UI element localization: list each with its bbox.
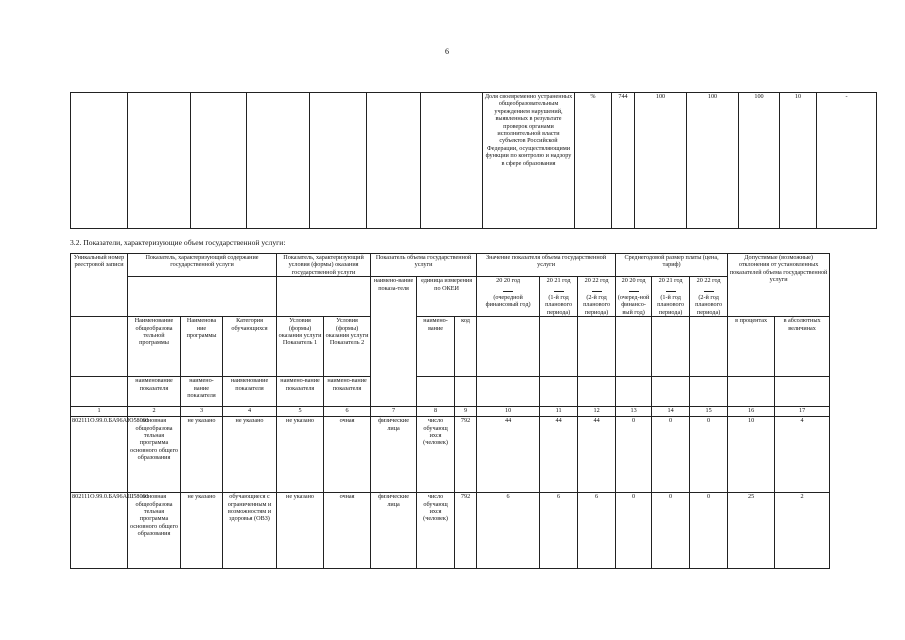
deviation-abs: - <box>817 93 877 229</box>
header-abs: в абсолютных величинах <box>775 317 830 377</box>
header-indicator-name-2: наимено-вание показателя <box>181 377 223 407</box>
header-fee-year-2020: 20 20 год (очеред-ной финансо-вый год) <box>616 277 652 317</box>
header-deviations: Допустимые (возможные) отклонения от установленных показателей объема государственной услуги <box>728 254 830 317</box>
header-indicator-name-1: наименование показателя <box>128 377 181 407</box>
header-row-4 <box>71 377 830 407</box>
header-condition-1: Условия (формы) оказания услуги Показатель 1 <box>277 317 324 377</box>
header-fee: Среднегодовой размер платы (цена, тариф) <box>616 254 728 277</box>
header-unique-id: Уникальный номер реестровой записи <box>71 254 128 317</box>
header-conditions-indicator: Показатель, характеризующий условия (формы) оказания государственной услуги <box>277 254 371 277</box>
header-indicator-name: наимено-вание показа-теля <box>371 277 417 407</box>
header-content-indicator: Показатель, характеризующий содержание государственной услуги <box>128 254 277 277</box>
top-row <box>71 93 877 229</box>
header-unit-code: код <box>455 317 477 377</box>
value-2020: 100 <box>635 93 687 229</box>
header-category: Категория обучающихся <box>223 317 277 377</box>
indicator-name: Доля своевременно устраненных общеобразовательным учреждением нарушений, выявленных в результате проверок органами исполнительной власти субъектов Российской Федерации, осуществляющими функции по контролю и надзору в сфере образования <box>483 93 575 229</box>
page-number: 6 <box>445 47 449 56</box>
volume-indicators-table <box>70 253 830 569</box>
header-row-3 <box>71 317 830 377</box>
header-year-2021: 20 21 год (1-й год планового периода) <box>540 277 578 317</box>
table-row: 802111О.99.0.БА96АЮ58001 основная общеобразова тельная программа основного общего образования не указано не указано не указано очная физические лица число обучающ ихся (человек) 792 44 44 44 0 0 0 10 4 <box>71 417 830 493</box>
header-indicator-name-4: наимено-вание показателя <box>277 377 324 407</box>
header-program: Наименова ние программы <box>181 317 223 377</box>
unit: % <box>575 93 612 229</box>
header-unit-name: наимено-вание <box>417 317 455 377</box>
top-continuation-table <box>70 92 877 229</box>
value-2022: 100 <box>739 93 780 229</box>
section-caption: 3.2. Показатели, характеризующие объем государственной услуги: <box>70 238 286 247</box>
header-row-1 <box>71 254 830 277</box>
header-program-name: Наименование общеобразова тельной программы <box>128 317 181 377</box>
value-2021: 100 <box>687 93 739 229</box>
header-condition-2: Условия (формы) оказания услуги Показатель 2 <box>324 317 371 377</box>
header-fee-year-2022: 20 22 год (2-й год планового периода) <box>690 277 728 317</box>
header-indicator-name-3: наименование показателя <box>223 377 277 407</box>
code: 744 <box>612 93 635 229</box>
header-year-2022: 20 22 год (2-й год планового периода) <box>578 277 616 317</box>
header-year-2020: 20 20 год (очередной финансовый год) <box>477 277 540 317</box>
header-okei-unit: единица измерения по ОКЕИ <box>417 277 477 317</box>
header-pct: в процентах <box>728 317 775 377</box>
header-volume-indicator: Показатель объема государственной услуги <box>371 254 477 277</box>
header-indicator-name-5: наимено-вание показателя <box>324 377 371 407</box>
header-volume-values: Значение показателя объема государственной услуги <box>477 254 616 277</box>
header-row-2 <box>71 277 830 317</box>
table-row: 802111О.99.0.БА96АШ58001 основная общеобразова тельная программа основного общего образования не указано обучающиеся с ограниченным и возможностям и здоровья (ОВЗ) не указано очная физические лица число обучающ ихся (человек) 792 6 6 6 0 0 0 25 2 <box>71 493 830 569</box>
column-numbers-row: 1 2 3 4 5 6 7 8 9 10 11 12 13 14 15 16 17 <box>71 407 830 417</box>
deviation-pct: 10 <box>780 93 817 229</box>
header-fee-year-2021: 20 21 год (1-й год планового периода) <box>652 277 690 317</box>
